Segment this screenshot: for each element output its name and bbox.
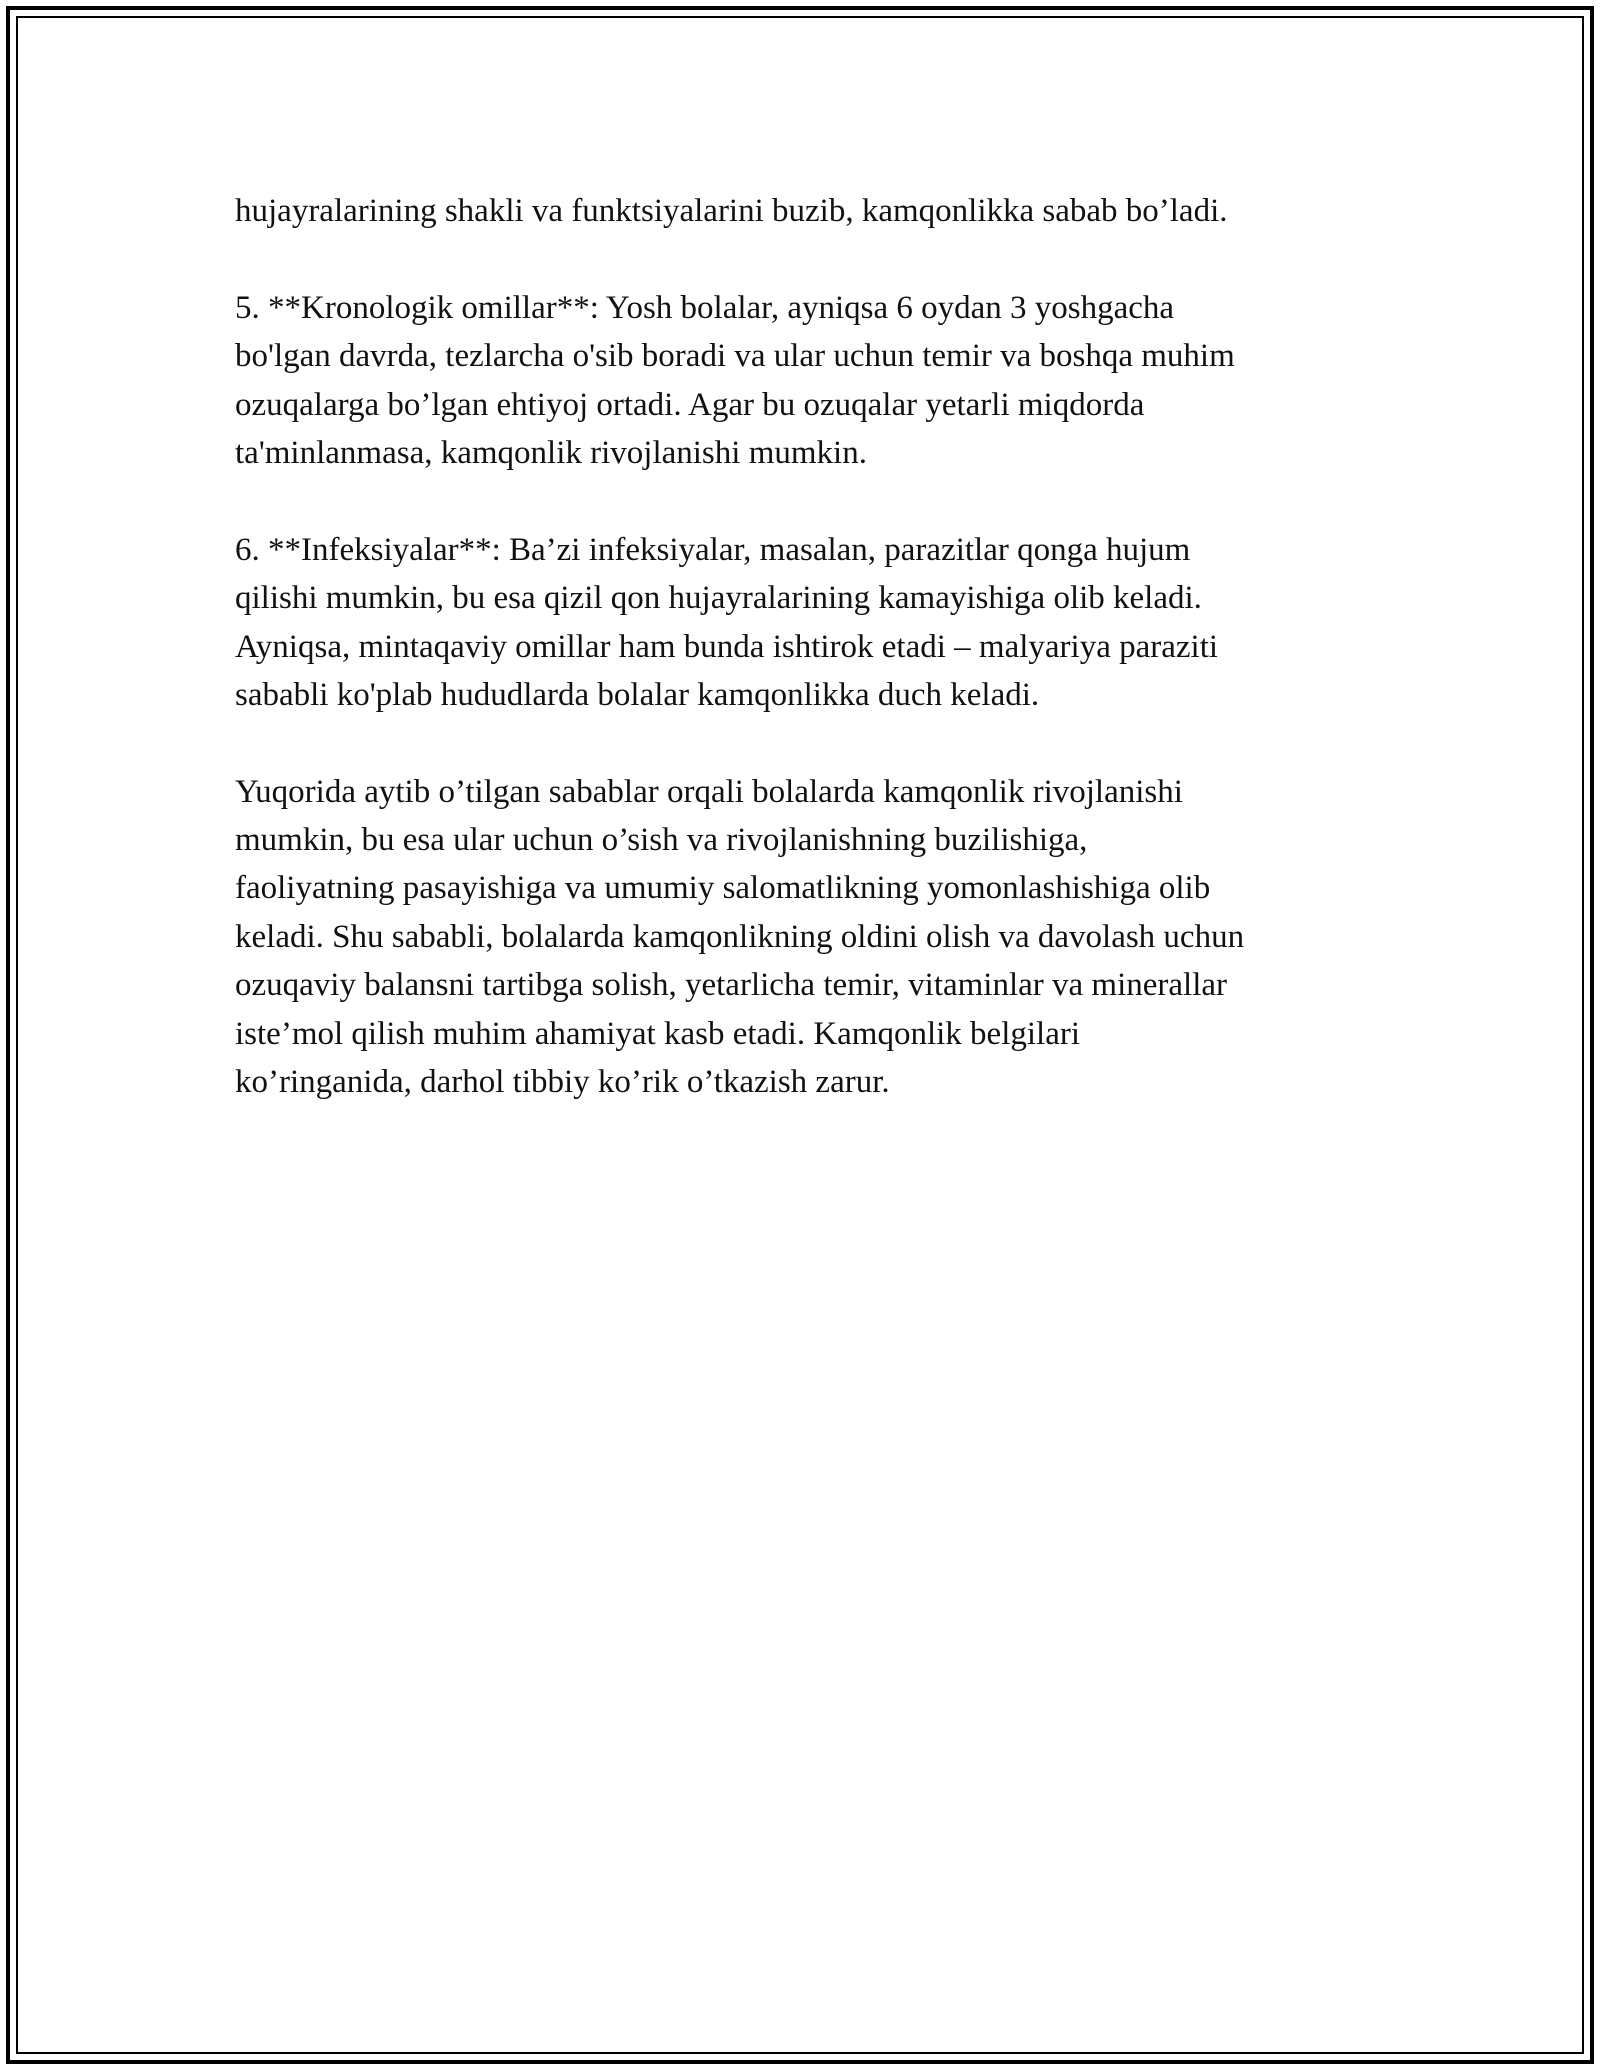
paragraph-gap	[235, 477, 1395, 525]
paragraph-continuation	[235, 187, 1395, 235]
text-line: iste’mol qilish muhim ahamiyat kasb etadi. Kamqonlik belgilari	[235, 1015, 1081, 1052]
document-body	[235, 187, 1395, 1106]
paragraph-infections	[235, 526, 1395, 720]
text-line: ozuqalarga bo’lgan ehtiyoj ortadi. Agar bu ozuqalar yetarli miqdorda	[235, 386, 1145, 423]
text-line: keladi. Shu sababli, bolalarda kamqonlikning oldini olish va davolash uchun	[235, 918, 1245, 955]
text-line: ko’ringanida, darhol tibbiy ko’rik o’tkazish zarur.	[235, 1064, 890, 1101]
text-line: Yuqorida aytib o’tilgan sabablar orqali bolalarda kamqonlik rivojlanishi	[235, 773, 1183, 810]
text-line: Ayniqsa, mintaqaviy omillar ham bunda ishtirok etadi – malyariya paraziti	[235, 628, 1219, 665]
text-line: qilishi mumkin, bu esa qizil qon hujayralarining kamayishiga olib keladi.	[235, 580, 1202, 617]
text-line: sababli ko'plab hududlarda bolalar kamqonlikka duch keladi.	[235, 676, 1040, 713]
paragraph-gap	[235, 235, 1395, 283]
text-line: ozuqaviy balansni tartibga solish, yetarlicha temir, vitaminlar va minerallar	[235, 967, 1228, 1004]
text-line: faoliyatning pasayishiga va umumiy salomatlikning yomonlashishiga olib	[235, 870, 1211, 907]
text-line: 5. **Kronologik omillar**: Yosh bolalar, ayniqsa 6 oydan 3 yoshgacha	[235, 289, 1175, 326]
text-line: hujayralarining shakli va funktsiyalarini buzib, kamqonlikka sabab bo’ladi.	[235, 193, 1228, 229]
paragraph-chronological-factors	[235, 284, 1395, 478]
paragraph-conclusion	[235, 768, 1395, 1107]
text-line: mumkin, bu esa ular uchun o’sish va rivojlanishning buzilishiga,	[235, 822, 1088, 859]
text-line: ta'minlanmasa, kamqonlik rivojlanishi mumkin.	[235, 434, 867, 471]
paragraph-gap	[235, 719, 1395, 767]
text-line: bo'lgan davrda, tezlarcha o'sib boradi va ular uchun temir va boshqa muhim	[235, 338, 1235, 375]
text-line: 6. **Infeksiyalar**: Ba’zi infeksiyalar, masalan, parazitlar qonga hujum	[235, 531, 1191, 568]
